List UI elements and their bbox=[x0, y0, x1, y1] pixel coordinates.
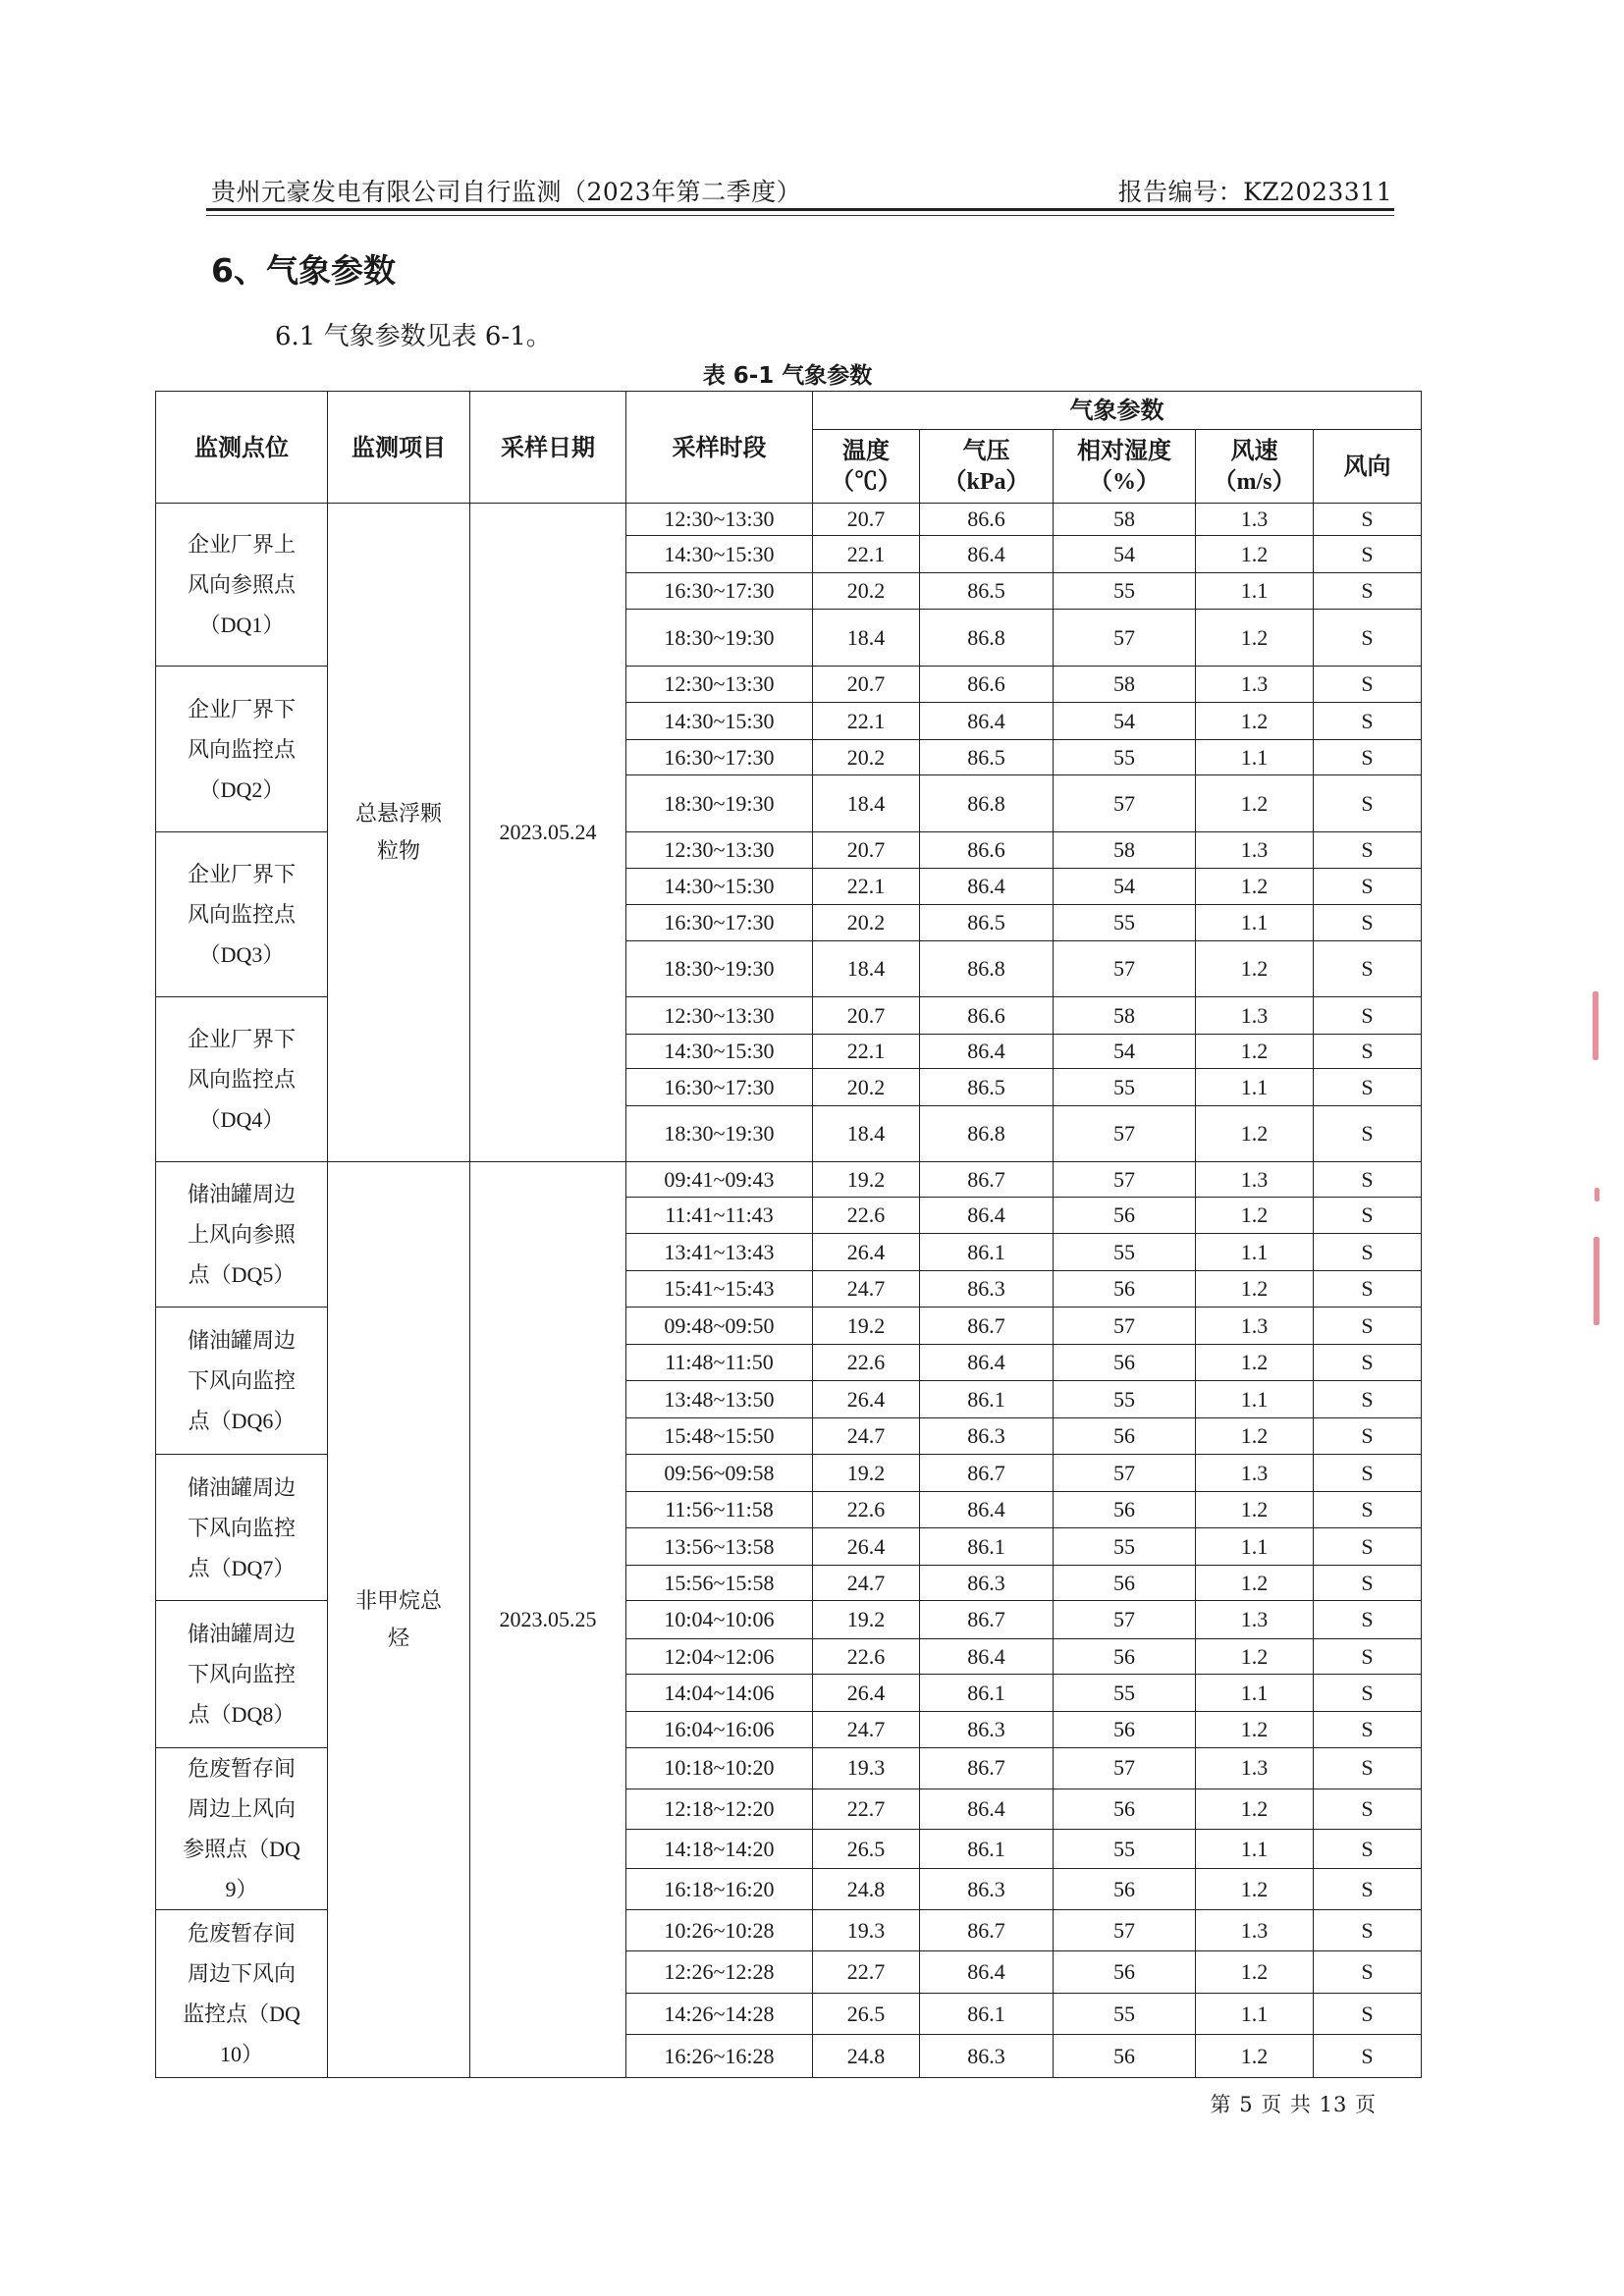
report-number: 报告编号：KZ2023311 bbox=[1117, 178, 1392, 206]
period-cell: 13:41~13:43 bbox=[626, 1234, 813, 1271]
wind-direction-cell: S bbox=[1314, 1234, 1422, 1271]
pressure-cell: 86.1 bbox=[920, 1381, 1054, 1418]
humidity-cell: 57 bbox=[1054, 610, 1196, 667]
wind-speed-cell: 1.2 bbox=[1196, 610, 1314, 667]
wind-direction-cell: S bbox=[1314, 1418, 1422, 1455]
wind-speed-cell: 1.2 bbox=[1196, 703, 1314, 740]
wind-direction-cell: S bbox=[1314, 869, 1422, 905]
wind-direction-cell: S bbox=[1314, 2035, 1422, 2078]
humidity-cell: 56 bbox=[1054, 1566, 1196, 1601]
table-caption-text: 表 6-1 气象参数 bbox=[702, 363, 873, 389]
humidity-cell: 57 bbox=[1054, 1455, 1196, 1492]
temperature-cell: 22.1 bbox=[813, 536, 920, 573]
humidity-cell: 55 bbox=[1054, 1830, 1196, 1869]
item-cell: 总悬浮颗粒物 bbox=[328, 504, 470, 1162]
temperature-cell: 24.7 bbox=[813, 1712, 920, 1748]
wind-direction-cell: S bbox=[1314, 610, 1422, 667]
wind-speed-cell: 1.1 bbox=[1196, 905, 1314, 941]
wind-speed-cell: 1.3 bbox=[1196, 1601, 1314, 1639]
pressure-cell: 86.5 bbox=[920, 1069, 1054, 1106]
header-item: 监测项目 bbox=[328, 392, 470, 504]
date-cell: 2023.05.25 bbox=[470, 1162, 626, 2078]
wind-speed-cell: 1.2 bbox=[1196, 1566, 1314, 1601]
wind-direction-cell: S bbox=[1314, 1271, 1422, 1308]
wind-direction-cell: S bbox=[1314, 1528, 1422, 1566]
pressure-cell: 86.7 bbox=[920, 1162, 1054, 1198]
humidity-cell: 57 bbox=[1054, 1162, 1196, 1198]
wind-speed-cell: 1.2 bbox=[1196, 1492, 1314, 1528]
wind-speed-cell: 1.2 bbox=[1196, 2035, 1314, 2078]
temperature-cell: 20.7 bbox=[813, 832, 920, 869]
humidity-cell: 55 bbox=[1054, 1234, 1196, 1271]
period-cell: 11:41~11:43 bbox=[626, 1198, 813, 1234]
temperature-cell: 19.2 bbox=[813, 1308, 920, 1345]
header-temperature bbox=[813, 430, 920, 504]
wind-speed-cell: 1.2 bbox=[1196, 1106, 1314, 1162]
wind-speed-cell: 1.2 bbox=[1196, 1345, 1314, 1381]
pressure-cell: 86.7 bbox=[920, 1601, 1054, 1639]
pressure-cell: 86.5 bbox=[920, 740, 1054, 775]
pressure-cell: 86.5 bbox=[920, 905, 1054, 941]
wind-speed-cell: 1.1 bbox=[1196, 1675, 1314, 1712]
section-intro: 6.1 气象参数见表 6-1。 bbox=[275, 322, 552, 351]
period-cell: 18:30~19:30 bbox=[626, 610, 813, 667]
pressure-cell: 86.7 bbox=[920, 1910, 1054, 1951]
temperature-cell: 20.2 bbox=[813, 573, 920, 610]
wind-direction-cell: S bbox=[1314, 1712, 1422, 1748]
period-cell: 12:04~12:06 bbox=[626, 1639, 813, 1675]
wind-speed-cell: 1.3 bbox=[1196, 832, 1314, 869]
temperature-cell: 24.8 bbox=[813, 1869, 920, 1910]
wind-speed-cell: 1.3 bbox=[1196, 997, 1314, 1035]
wind-speed-cell: 1.2 bbox=[1196, 1418, 1314, 1455]
header-temperature-label: 温度 bbox=[842, 437, 890, 464]
pressure-cell: 86.1 bbox=[920, 1528, 1054, 1566]
wind-direction-cell: S bbox=[1314, 1035, 1422, 1069]
wind-direction-cell: S bbox=[1314, 775, 1422, 832]
temperature-cell: 22.1 bbox=[813, 869, 920, 905]
wind-speed-cell: 1.2 bbox=[1196, 1271, 1314, 1308]
wind-speed-cell: 1.2 bbox=[1196, 1198, 1314, 1234]
site-cell: 危废暂存间周边下风向监控点（DQ10） bbox=[156, 1910, 328, 2078]
humidity-cell: 56 bbox=[1054, 1951, 1196, 1994]
period-cell: 13:56~13:58 bbox=[626, 1528, 813, 1566]
period-cell: 18:30~19:30 bbox=[626, 775, 813, 832]
header-pressure-label: 气压 bbox=[962, 437, 1010, 464]
temperature-cell: 26.4 bbox=[813, 1234, 920, 1271]
period-cell: 14:30~15:30 bbox=[626, 703, 813, 740]
wind-speed-cell: 1.3 bbox=[1196, 1748, 1314, 1789]
wind-direction-cell: S bbox=[1314, 1869, 1422, 1910]
wind-speed-cell: 1.2 bbox=[1196, 775, 1314, 832]
wind-speed-cell: 1.2 bbox=[1196, 869, 1314, 905]
pressure-cell: 86.1 bbox=[920, 1830, 1054, 1869]
period-cell: 14:30~15:30 bbox=[626, 536, 813, 573]
temperature-cell: 26.4 bbox=[813, 1528, 920, 1566]
table-body bbox=[156, 504, 1422, 2078]
period-cell: 10:18~10:20 bbox=[626, 1748, 813, 1789]
temperature-cell: 22.1 bbox=[813, 703, 920, 740]
temperature-cell: 26.5 bbox=[813, 1994, 920, 2035]
table-row bbox=[156, 504, 1422, 536]
site-cell: 企业厂界上风向参照点（DQ1） bbox=[156, 504, 328, 667]
temperature-cell: 24.8 bbox=[813, 2035, 920, 2078]
header-wind-speed-unit: （m/s） bbox=[1213, 469, 1296, 495]
pressure-cell: 86.6 bbox=[920, 832, 1054, 869]
temperature-cell: 22.6 bbox=[813, 1198, 920, 1234]
header-pressure bbox=[920, 430, 1054, 504]
temperature-cell: 22.7 bbox=[813, 1951, 920, 1994]
period-cell: 12:30~13:30 bbox=[626, 832, 813, 869]
pressure-cell: 86.3 bbox=[920, 1869, 1054, 1910]
humidity-cell: 54 bbox=[1054, 703, 1196, 740]
wind-direction-cell: S bbox=[1314, 504, 1422, 536]
wind-direction-cell: S bbox=[1314, 1198, 1422, 1234]
wind-speed-cell: 1.3 bbox=[1196, 504, 1314, 536]
wind-direction-cell: S bbox=[1314, 1162, 1422, 1198]
humidity-cell: 56 bbox=[1054, 1418, 1196, 1455]
wind-speed-cell: 1.1 bbox=[1196, 1069, 1314, 1106]
temperature-cell: 18.4 bbox=[813, 610, 920, 667]
section-title: 6、气象参数 bbox=[211, 251, 396, 290]
site-cell: 企业厂界下风向监控点（DQ3） bbox=[156, 832, 328, 997]
site-cell: 企业厂界下风向监控点（DQ4） bbox=[156, 997, 328, 1162]
temperature-cell: 22.1 bbox=[813, 1035, 920, 1069]
period-cell: 16:30~17:30 bbox=[626, 740, 813, 775]
site-cell: 危废暂存间周边上风向参照点（DQ9） bbox=[156, 1748, 328, 1910]
period-cell: 09:41~09:43 bbox=[626, 1162, 813, 1198]
pressure-cell: 86.7 bbox=[920, 1748, 1054, 1789]
temperature-cell: 19.3 bbox=[813, 1748, 920, 1789]
site-cell: 企业厂界下风向监控点（DQ2） bbox=[156, 667, 328, 832]
temperature-cell: 26.5 bbox=[813, 1830, 920, 1869]
wind-direction-cell: S bbox=[1314, 1106, 1422, 1162]
period-cell: 18:30~19:30 bbox=[626, 1106, 813, 1162]
humidity-cell: 58 bbox=[1054, 667, 1196, 703]
temperature-cell: 22.6 bbox=[813, 1639, 920, 1675]
wind-speed-cell: 1.1 bbox=[1196, 1381, 1314, 1418]
wind-direction-cell: S bbox=[1314, 1994, 1422, 2035]
pressure-cell: 86.7 bbox=[920, 1308, 1054, 1345]
wind-speed-cell: 1.2 bbox=[1196, 1639, 1314, 1675]
pressure-cell: 86.3 bbox=[920, 2035, 1054, 2078]
period-cell: 12:30~13:30 bbox=[626, 504, 813, 536]
header-humidity-label: 相对湿度 bbox=[1077, 437, 1171, 464]
humidity-cell: 54 bbox=[1054, 1035, 1196, 1069]
pressure-cell: 86.8 bbox=[920, 610, 1054, 667]
meteorological-table bbox=[155, 391, 1422, 2078]
period-cell: 11:48~11:50 bbox=[626, 1345, 813, 1381]
pressure-cell: 86.4 bbox=[920, 1492, 1054, 1528]
humidity-cell: 58 bbox=[1054, 832, 1196, 869]
wind-direction-cell: S bbox=[1314, 941, 1422, 997]
period-cell: 09:48~09:50 bbox=[626, 1308, 813, 1345]
pressure-cell: 86.6 bbox=[920, 504, 1054, 536]
period-cell: 12:30~13:30 bbox=[626, 997, 813, 1035]
wind-direction-cell: S bbox=[1314, 1601, 1422, 1639]
wind-direction-cell: S bbox=[1314, 1069, 1422, 1106]
wind-speed-cell: 1.1 bbox=[1196, 1830, 1314, 1869]
wind-speed-cell: 1.3 bbox=[1196, 1308, 1314, 1345]
wind-direction-cell: S bbox=[1314, 1455, 1422, 1492]
pressure-cell: 86.4 bbox=[920, 536, 1054, 573]
wind-speed-cell: 1.3 bbox=[1196, 1910, 1314, 1951]
header-pressure-unit: （kPa） bbox=[943, 469, 1030, 495]
wind-direction-cell: S bbox=[1314, 740, 1422, 775]
pressure-cell: 86.8 bbox=[920, 1106, 1054, 1162]
wind-direction-cell: S bbox=[1314, 1951, 1422, 1994]
document-header-title: 贵州元豪发电有限公司自行监测（2023年第二季度） bbox=[211, 178, 802, 206]
pressure-cell: 86.3 bbox=[920, 1418, 1054, 1455]
header-humidity bbox=[1054, 430, 1196, 504]
humidity-cell: 54 bbox=[1054, 869, 1196, 905]
wind-speed-cell: 1.3 bbox=[1196, 667, 1314, 703]
humidity-cell: 57 bbox=[1054, 775, 1196, 832]
wind-direction-cell: S bbox=[1314, 905, 1422, 941]
period-cell: 16:18~16:20 bbox=[626, 1869, 813, 1910]
pressure-cell: 86.8 bbox=[920, 775, 1054, 832]
wind-speed-cell: 1.2 bbox=[1196, 941, 1314, 997]
header-wind-speed-label: 风速 bbox=[1230, 437, 1278, 464]
wind-speed-cell: 1.1 bbox=[1196, 1234, 1314, 1271]
temperature-cell: 26.4 bbox=[813, 1675, 920, 1712]
period-cell: 15:41~15:43 bbox=[626, 1271, 813, 1308]
temperature-cell: 20.2 bbox=[813, 905, 920, 941]
humidity-cell: 55 bbox=[1054, 905, 1196, 941]
pressure-cell: 86.4 bbox=[920, 703, 1054, 740]
temperature-cell: 20.7 bbox=[813, 997, 920, 1035]
humidity-cell: 55 bbox=[1054, 740, 1196, 775]
period-cell: 16:26~16:28 bbox=[626, 2035, 813, 2078]
period-cell: 13:48~13:50 bbox=[626, 1381, 813, 1418]
table-caption bbox=[0, 357, 1624, 390]
wind-direction-cell: S bbox=[1314, 1566, 1422, 1601]
header-temperature-unit: （℃） bbox=[831, 469, 901, 495]
wind-direction-cell: S bbox=[1314, 573, 1422, 610]
wind-direction-cell: S bbox=[1314, 1675, 1422, 1712]
humidity-cell: 57 bbox=[1054, 1748, 1196, 1789]
period-cell: 16:30~17:30 bbox=[626, 1069, 813, 1106]
wind-speed-cell: 1.1 bbox=[1196, 1994, 1314, 2035]
temperature-cell: 20.2 bbox=[813, 1069, 920, 1106]
wind-speed-cell: 1.2 bbox=[1196, 1951, 1314, 1994]
humidity-cell: 56 bbox=[1054, 1639, 1196, 1675]
humidity-cell: 58 bbox=[1054, 504, 1196, 536]
humidity-cell: 57 bbox=[1054, 1308, 1196, 1345]
humidity-cell: 55 bbox=[1054, 1381, 1196, 1418]
pressure-cell: 86.8 bbox=[920, 941, 1054, 997]
period-cell: 15:56~15:58 bbox=[626, 1566, 813, 1601]
header-period: 采样时段 bbox=[626, 392, 813, 504]
page-number: 第 5 页 共 13 页 bbox=[1210, 2093, 1377, 2116]
period-cell: 12:26~12:28 bbox=[626, 1951, 813, 1994]
wind-speed-cell: 1.2 bbox=[1196, 1869, 1314, 1910]
wind-speed-cell: 1.2 bbox=[1196, 1035, 1314, 1069]
period-cell: 14:30~15:30 bbox=[626, 869, 813, 905]
temperature-cell: 24.7 bbox=[813, 1271, 920, 1308]
header-humidity-unit: （%） bbox=[1089, 469, 1160, 495]
humidity-cell: 58 bbox=[1054, 997, 1196, 1035]
period-cell: 16:30~17:30 bbox=[626, 573, 813, 610]
humidity-cell: 55 bbox=[1054, 1675, 1196, 1712]
humidity-cell: 56 bbox=[1054, 1345, 1196, 1381]
wind-speed-cell: 1.2 bbox=[1196, 536, 1314, 573]
wind-speed-cell: 1.1 bbox=[1196, 1528, 1314, 1566]
wind-speed-cell: 1.3 bbox=[1196, 1455, 1314, 1492]
wind-direction-cell: S bbox=[1314, 1748, 1422, 1789]
site-cell: 储油罐周边上风向参照点（DQ5） bbox=[156, 1162, 328, 1308]
period-cell: 18:30~19:30 bbox=[626, 941, 813, 997]
temperature-cell: 18.4 bbox=[813, 775, 920, 832]
date-cell: 2023.05.24 bbox=[470, 504, 626, 1162]
humidity-cell: 55 bbox=[1054, 573, 1196, 610]
period-cell: 15:48~15:50 bbox=[626, 1418, 813, 1455]
header-wind-speed bbox=[1196, 430, 1314, 504]
wind-direction-cell: S bbox=[1314, 1910, 1422, 1951]
humidity-cell: 54 bbox=[1054, 536, 1196, 573]
pressure-cell: 86.4 bbox=[920, 1951, 1054, 1994]
wind-speed-cell: 1.1 bbox=[1196, 573, 1314, 610]
wind-direction-cell: S bbox=[1314, 667, 1422, 703]
temperature-cell: 20.7 bbox=[813, 667, 920, 703]
wind-direction-cell: S bbox=[1314, 1639, 1422, 1675]
humidity-cell: 55 bbox=[1054, 1994, 1196, 2035]
temperature-cell: 22.6 bbox=[813, 1492, 920, 1528]
wind-speed-cell: 1.3 bbox=[1196, 1162, 1314, 1198]
header-rule-thin bbox=[206, 215, 1394, 216]
humidity-cell: 56 bbox=[1054, 2035, 1196, 2078]
pressure-cell: 86.7 bbox=[920, 1455, 1054, 1492]
period-cell: 14:18~14:20 bbox=[626, 1830, 813, 1869]
pressure-cell: 86.4 bbox=[920, 1198, 1054, 1234]
header-site: 监测点位 bbox=[156, 392, 328, 504]
pressure-cell: 86.1 bbox=[920, 1994, 1054, 2035]
temperature-cell: 24.7 bbox=[813, 1566, 920, 1601]
humidity-cell: 55 bbox=[1054, 1528, 1196, 1566]
pressure-cell: 86.1 bbox=[920, 1675, 1054, 1712]
pressure-cell: 86.4 bbox=[920, 1345, 1054, 1381]
pressure-cell: 86.4 bbox=[920, 1789, 1054, 1830]
pressure-cell: 86.3 bbox=[920, 1271, 1054, 1308]
period-cell: 14:26~14:28 bbox=[626, 1994, 813, 2035]
temperature-cell: 19.2 bbox=[813, 1455, 920, 1492]
temperature-cell: 20.7 bbox=[813, 504, 920, 536]
temperature-cell: 19.3 bbox=[813, 1910, 920, 1951]
humidity-cell: 57 bbox=[1054, 941, 1196, 997]
humidity-cell: 56 bbox=[1054, 1271, 1196, 1308]
humidity-cell: 57 bbox=[1054, 1106, 1196, 1162]
seal-stamp-edge bbox=[1591, 991, 1604, 1325]
humidity-cell: 56 bbox=[1054, 1492, 1196, 1528]
temperature-cell: 18.4 bbox=[813, 1106, 920, 1162]
header-group-meteo: 气象参数 bbox=[813, 392, 1422, 430]
period-cell: 10:04~10:06 bbox=[626, 1601, 813, 1639]
period-cell: 12:18~12:20 bbox=[626, 1789, 813, 1830]
pressure-cell: 86.6 bbox=[920, 997, 1054, 1035]
site-cell: 储油罐周边下风向监控点（DQ6） bbox=[156, 1308, 328, 1455]
humidity-cell: 56 bbox=[1054, 1198, 1196, 1234]
site-cell: 储油罐周边下风向监控点（DQ7） bbox=[156, 1455, 328, 1601]
wind-direction-cell: S bbox=[1314, 1381, 1422, 1418]
wind-direction-cell: S bbox=[1314, 997, 1422, 1035]
wind-direction-cell: S bbox=[1314, 1830, 1422, 1869]
temperature-cell: 22.6 bbox=[813, 1345, 920, 1381]
pressure-cell: 86.4 bbox=[920, 869, 1054, 905]
temperature-cell: 26.4 bbox=[813, 1381, 920, 1418]
wind-speed-cell: 1.2 bbox=[1196, 1789, 1314, 1830]
temperature-cell: 18.4 bbox=[813, 941, 920, 997]
period-cell: 16:04~16:06 bbox=[626, 1712, 813, 1748]
wind-direction-cell: S bbox=[1314, 1789, 1422, 1830]
pressure-cell: 86.3 bbox=[920, 1566, 1054, 1601]
period-cell: 10:26~10:28 bbox=[626, 1910, 813, 1951]
humidity-cell: 57 bbox=[1054, 1910, 1196, 1951]
pressure-cell: 86.5 bbox=[920, 573, 1054, 610]
table-row bbox=[156, 1162, 1422, 1198]
pressure-cell: 86.4 bbox=[920, 1035, 1054, 1069]
wind-direction-cell: S bbox=[1314, 1308, 1422, 1345]
pressure-cell: 86.3 bbox=[920, 1712, 1054, 1748]
wind-speed-cell: 1.2 bbox=[1196, 1712, 1314, 1748]
period-cell: 12:30~13:30 bbox=[626, 667, 813, 703]
item-cell: 非甲烷总烃 bbox=[328, 1162, 470, 2078]
wind-direction-cell: S bbox=[1314, 703, 1422, 740]
period-cell: 09:56~09:58 bbox=[626, 1455, 813, 1492]
humidity-cell: 56 bbox=[1054, 1869, 1196, 1910]
wind-direction-cell: S bbox=[1314, 536, 1422, 573]
humidity-cell: 55 bbox=[1054, 1069, 1196, 1106]
wind-direction-cell: S bbox=[1314, 832, 1422, 869]
humidity-cell: 56 bbox=[1054, 1789, 1196, 1830]
wind-direction-cell: S bbox=[1314, 1345, 1422, 1381]
temperature-cell: 20.2 bbox=[813, 740, 920, 775]
temperature-cell: 19.2 bbox=[813, 1162, 920, 1198]
header-date: 采样日期 bbox=[470, 392, 626, 504]
period-cell: 16:30~17:30 bbox=[626, 905, 813, 941]
period-cell: 11:56~11:58 bbox=[626, 1492, 813, 1528]
pressure-cell: 86.6 bbox=[920, 667, 1054, 703]
temperature-cell: 22.7 bbox=[813, 1789, 920, 1830]
humidity-cell: 56 bbox=[1054, 1712, 1196, 1748]
humidity-cell: 57 bbox=[1054, 1601, 1196, 1639]
temperature-cell: 19.2 bbox=[813, 1601, 920, 1639]
header-rule-thick bbox=[206, 208, 1394, 211]
temperature-cell: 24.7 bbox=[813, 1418, 920, 1455]
pressure-cell: 86.4 bbox=[920, 1639, 1054, 1675]
wind-speed-cell: 1.1 bbox=[1196, 740, 1314, 775]
site-cell: 储油罐周边下风向监控点（DQ8） bbox=[156, 1601, 328, 1748]
wind-direction-cell: S bbox=[1314, 1492, 1422, 1528]
period-cell: 14:04~14:06 bbox=[626, 1675, 813, 1712]
pressure-cell: 86.1 bbox=[920, 1234, 1054, 1271]
period-cell: 14:30~15:30 bbox=[626, 1035, 813, 1069]
header-wind-direction: 风向 bbox=[1314, 430, 1422, 504]
